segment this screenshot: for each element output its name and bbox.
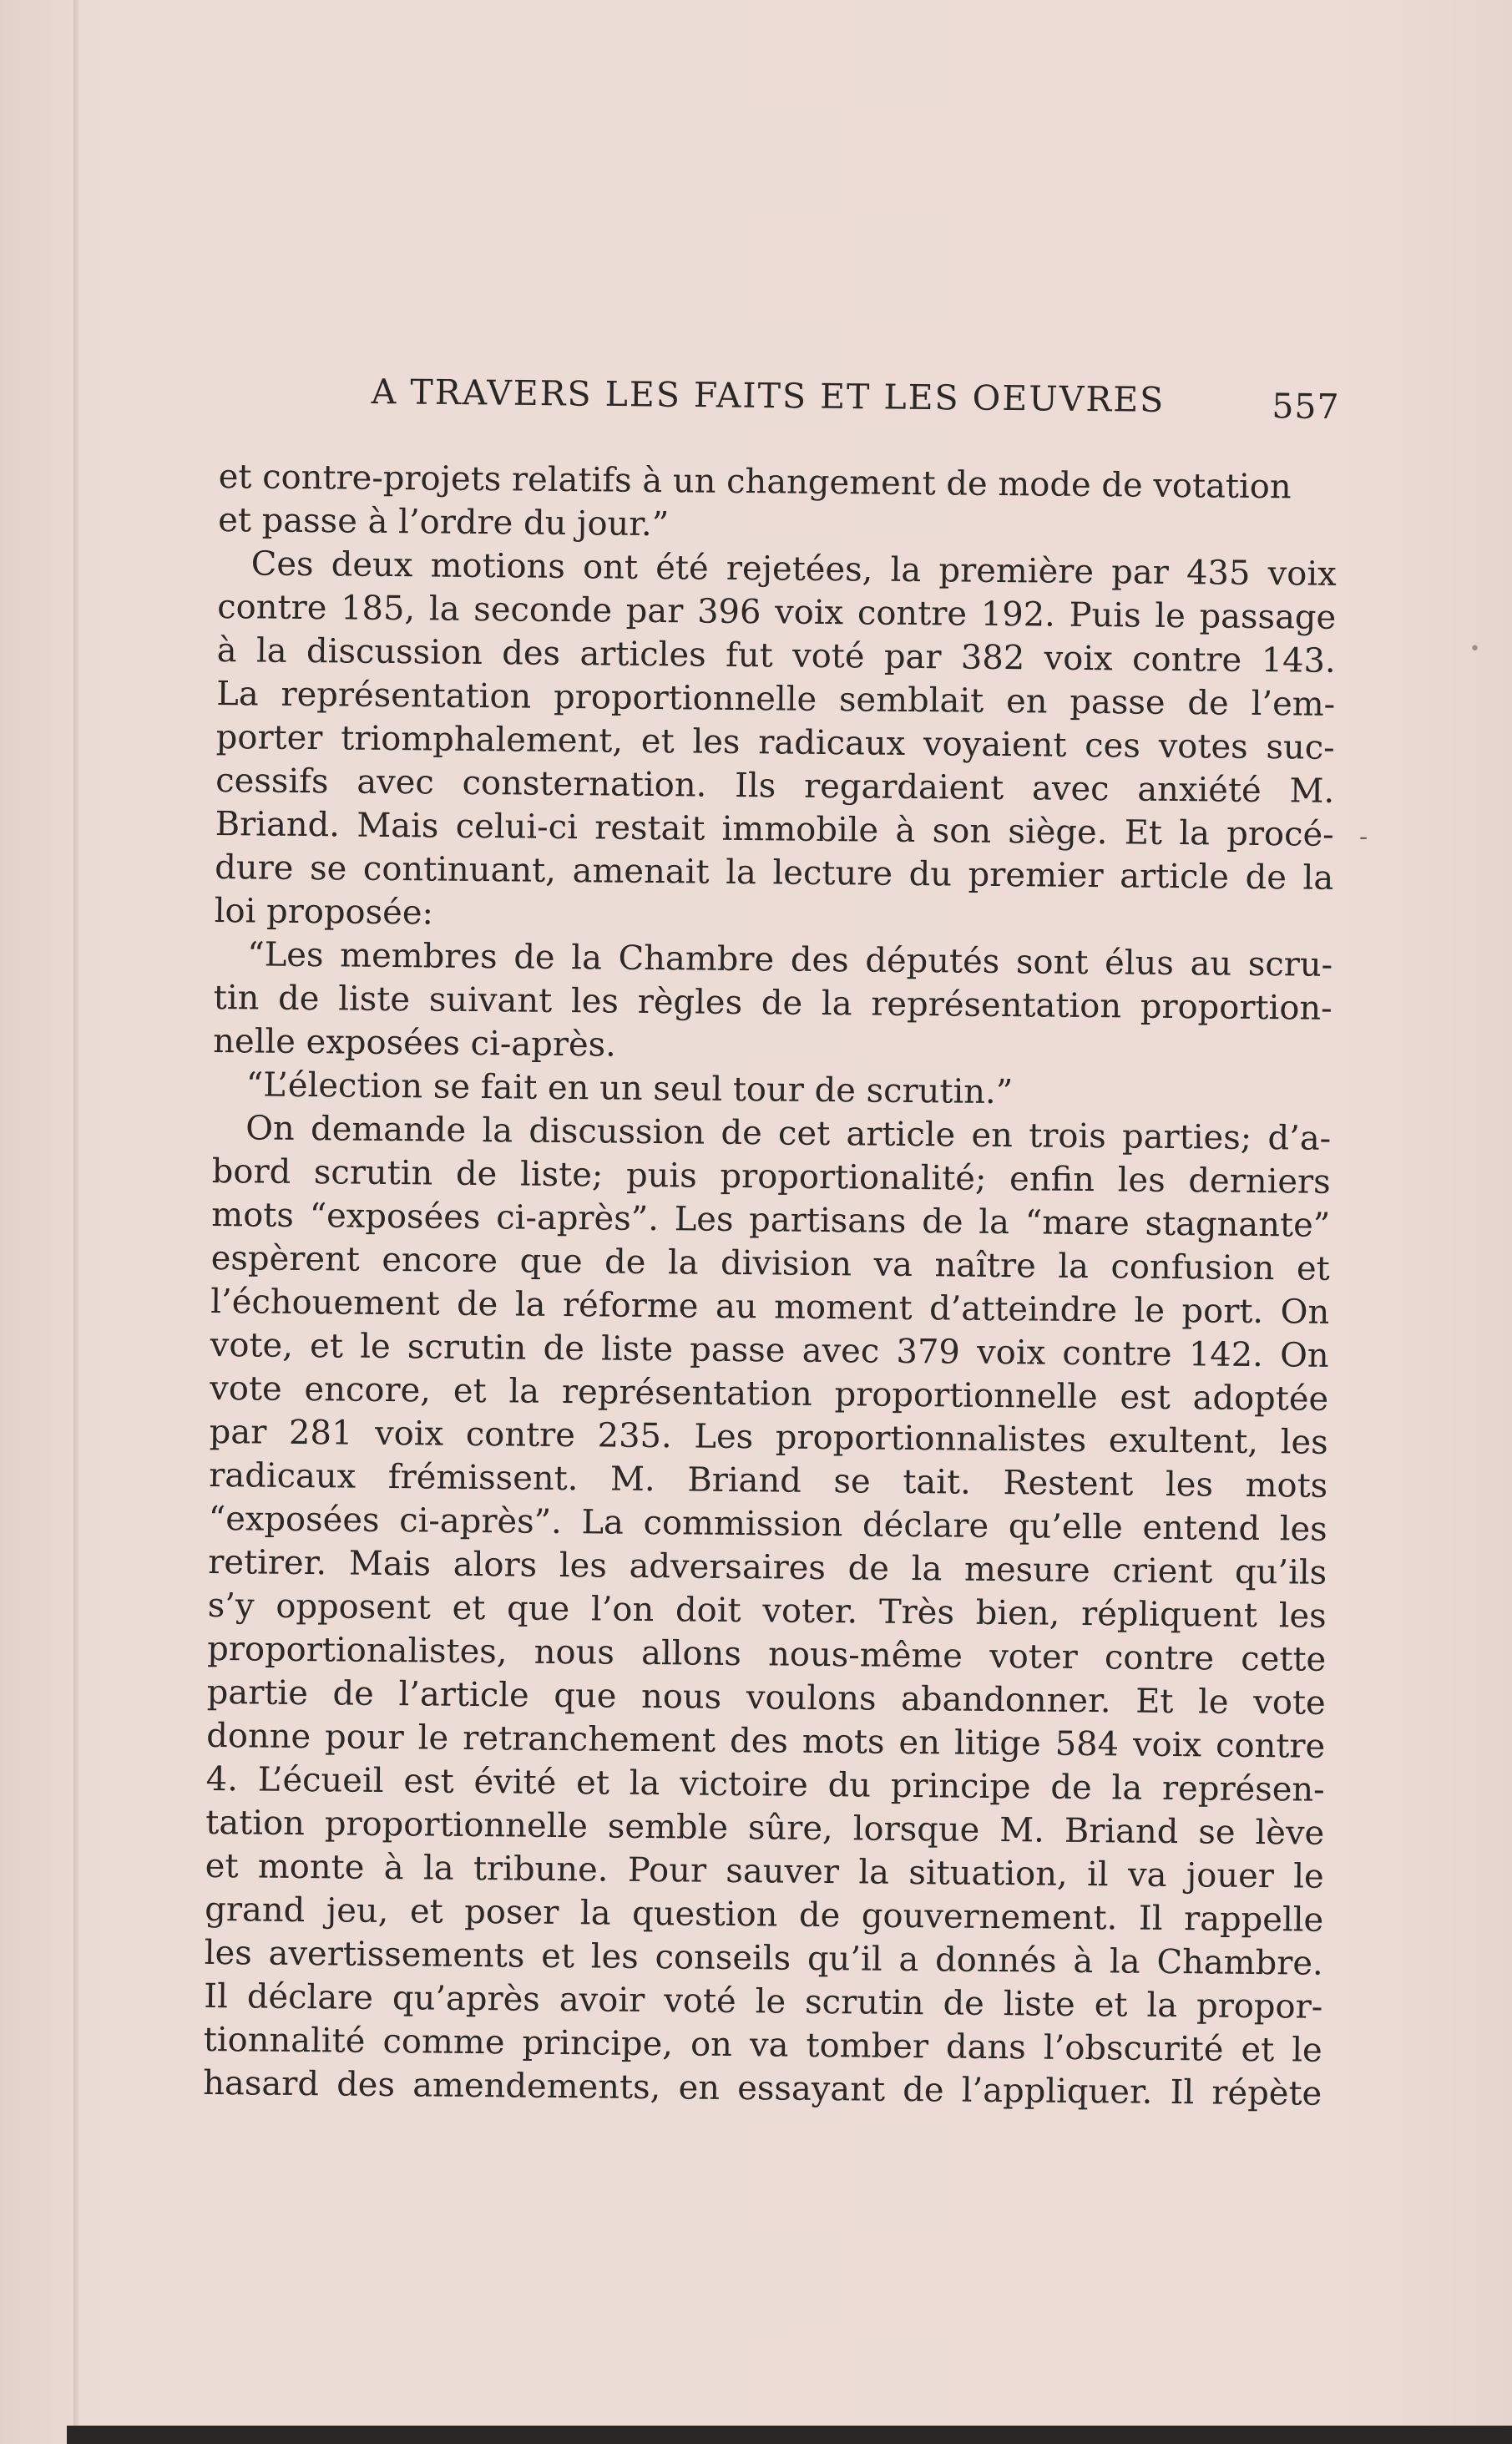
text-line: cessifs avec consternation. Ils regardaient avec anxiété M. (215, 761, 1335, 811)
text-line: vote, et le scrutin de liste passe avec 379 voix contre 142. On (210, 1325, 1329, 1375)
page-bottom-edge (67, 2426, 1512, 2444)
text-line: grand jeu, et poser la question de gouvernement. Il rappelle (205, 1890, 1324, 1940)
running-head-title: A TRAVERS LES FAITS ET LES OEUVRES (371, 372, 1166, 420)
text-line: retirer. Mais alors les adversaires de la mesure crient qu’ils (208, 1542, 1327, 1592)
text-line: loi proposée: (214, 891, 434, 933)
text-line: “L’élection se fait en un seul tour de scrutin.” (245, 1065, 1014, 1112)
text-line: tation proportionnelle semble sûre, lorsque M. Briand se lève (205, 1803, 1325, 1853)
text-line: vote encore, et la représentation proportionnelle est adoptée (210, 1369, 1329, 1419)
text-line: porter triomphalement, et les radicaux voyaient ces votes suc- (215, 717, 1335, 767)
text-line: Briand. Mais celui-ci restait immobile à son siège. Et la procé- (215, 804, 1334, 854)
body-text (203, 455, 1338, 2116)
text-line: espèrent encore que de la division va naître la confusion et (210, 1238, 1330, 1288)
text-line: bord scrutin de liste; puis proportionalité; enfin les derniers (211, 1151, 1331, 1202)
text-line: tin de liste suivant les règles de la représentation proportion- (213, 978, 1332, 1028)
text-line: tionnalité comme principe, on va tomber dans l’obscurité et le (203, 2020, 1322, 2070)
page-gutter (73, 0, 78, 2444)
text-line: dure se continuant, amenait la lecture du premier article de la (215, 848, 1334, 898)
text-line: nelle exposées ci-après. (213, 1021, 617, 1065)
margin-mark: • (1469, 639, 1480, 660)
text-line: Il déclare qu’après avoir voté le scrutin de liste et la propor- (204, 1976, 1323, 2027)
text-line: à la discussion des articles fut voté par 382 voix contre 143. (216, 630, 1336, 681)
running-head (371, 372, 1340, 440)
text-line: et passe à l’ordre du jour.” (218, 500, 670, 544)
text-line: les avertissements et les conseils qu’il a donnés à la Chambre. (204, 1933, 1323, 1983)
text-line: s’y opposent et que l’on doit voter. Très bien, répliquent les (207, 1586, 1327, 1636)
text-line: et contre-projets relatifs à un changement de mode de votation (218, 457, 1292, 507)
text-line: radicaux frémissent. M. Briand se tait. Restent les mots (209, 1455, 1328, 1505)
text-line: mots “exposées ci-après”. Les partisans de la “mare stagnante” (211, 1195, 1331, 1245)
text-line: et monte à la tribune. Pour sauver la situation, il va jouer le (205, 1846, 1324, 1896)
text-line: proportionalistes, nous allons nous-même voter contre cette (207, 1629, 1327, 1679)
text-line: “Les membres de la Chambre des députés sont élus au scru- (247, 935, 1333, 984)
text-line: Ces deux motions ont été rejetées, la première par 435 voix (250, 544, 1337, 594)
text-line: contre 185, la seconde par 396 voix contre 192. Puis le passage (217, 587, 1337, 637)
page-number: 557 (1272, 386, 1340, 428)
text-line: On demande la discussion de cet article en trois parties; d’a- (245, 1109, 1332, 1158)
text-line: donne pour le retranchement des mots en litige 584 voix contre (206, 1716, 1326, 1766)
text-line: l’échouement de la réforme au moment d’atteindre le port. On (210, 1282, 1330, 1332)
text-line: La représentation proportionnelle semblait en passe de l’em- (216, 674, 1336, 724)
text-line: “exposées ci-après”. La commission déclare qu’elle entend les (208, 1499, 1327, 1549)
text-line: par 281 voix contre 235. Les proportionnalistes exultent, les (209, 1412, 1328, 1462)
text-line: hasard des amendements, en essayant de l’appliquer. Il répète (203, 2063, 1322, 2113)
text-line: 4. L’écueil est évité et la victoire du principe de la représen- (205, 1759, 1325, 1809)
margin-mark: - (1359, 822, 1368, 852)
text-line: partie de l’article que nous voulons abandonner. Et le vote (206, 1672, 1326, 1723)
